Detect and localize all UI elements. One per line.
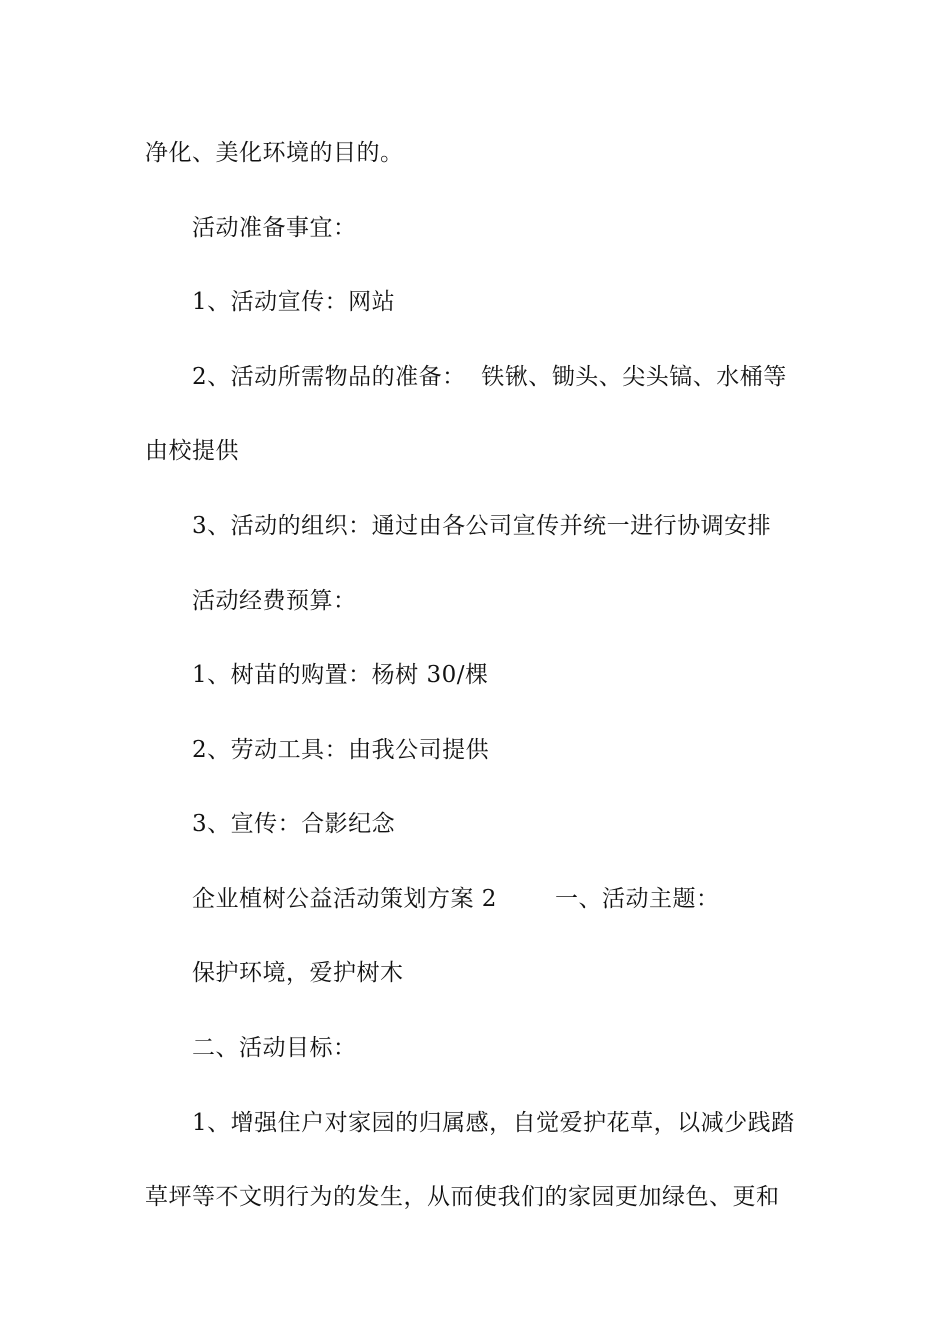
list-item: 3、宣传：合影纪念 — [192, 811, 396, 837]
list-item: 1、活动宣传：网站 — [192, 289, 396, 315]
section-heading: 活动经费预算： — [192, 588, 357, 614]
list-item: 2、活动所需物品的准备： 铁锹、锄头、尖头镐、水桶等 — [192, 364, 787, 390]
list-item: 2、劳动工具：由我公司提供 — [192, 737, 490, 763]
section-heading: 二、活动目标： — [192, 1035, 357, 1061]
list-item: 1、树苗的购置：杨树 30/棵 — [192, 662, 489, 688]
section-heading: 活动准备事宜： — [192, 215, 357, 241]
document-title: 企业植树公益活动策划方案 2 — [192, 886, 497, 912]
list-item: 1、增强住户对家园的归属感，自觉爱护花草，以减少践踏 — [192, 1110, 795, 1136]
title-line — [192, 884, 719, 914]
paragraph-line: 草坪等不文明行为的发生，从而使我们的家园更加绿色、更和 — [145, 1184, 780, 1210]
paragraph-line: 净化、美化环境的目的。 — [145, 140, 404, 166]
paragraph-line: 保护环境，爱护树木 — [192, 960, 404, 986]
paragraph-line: 由校提供 — [145, 438, 239, 464]
section-heading: 一、活动主题： — [554, 886, 720, 912]
list-item: 3、活动的组织：通过由各公司宣传并统一进行协调安排 — [192, 513, 772, 539]
